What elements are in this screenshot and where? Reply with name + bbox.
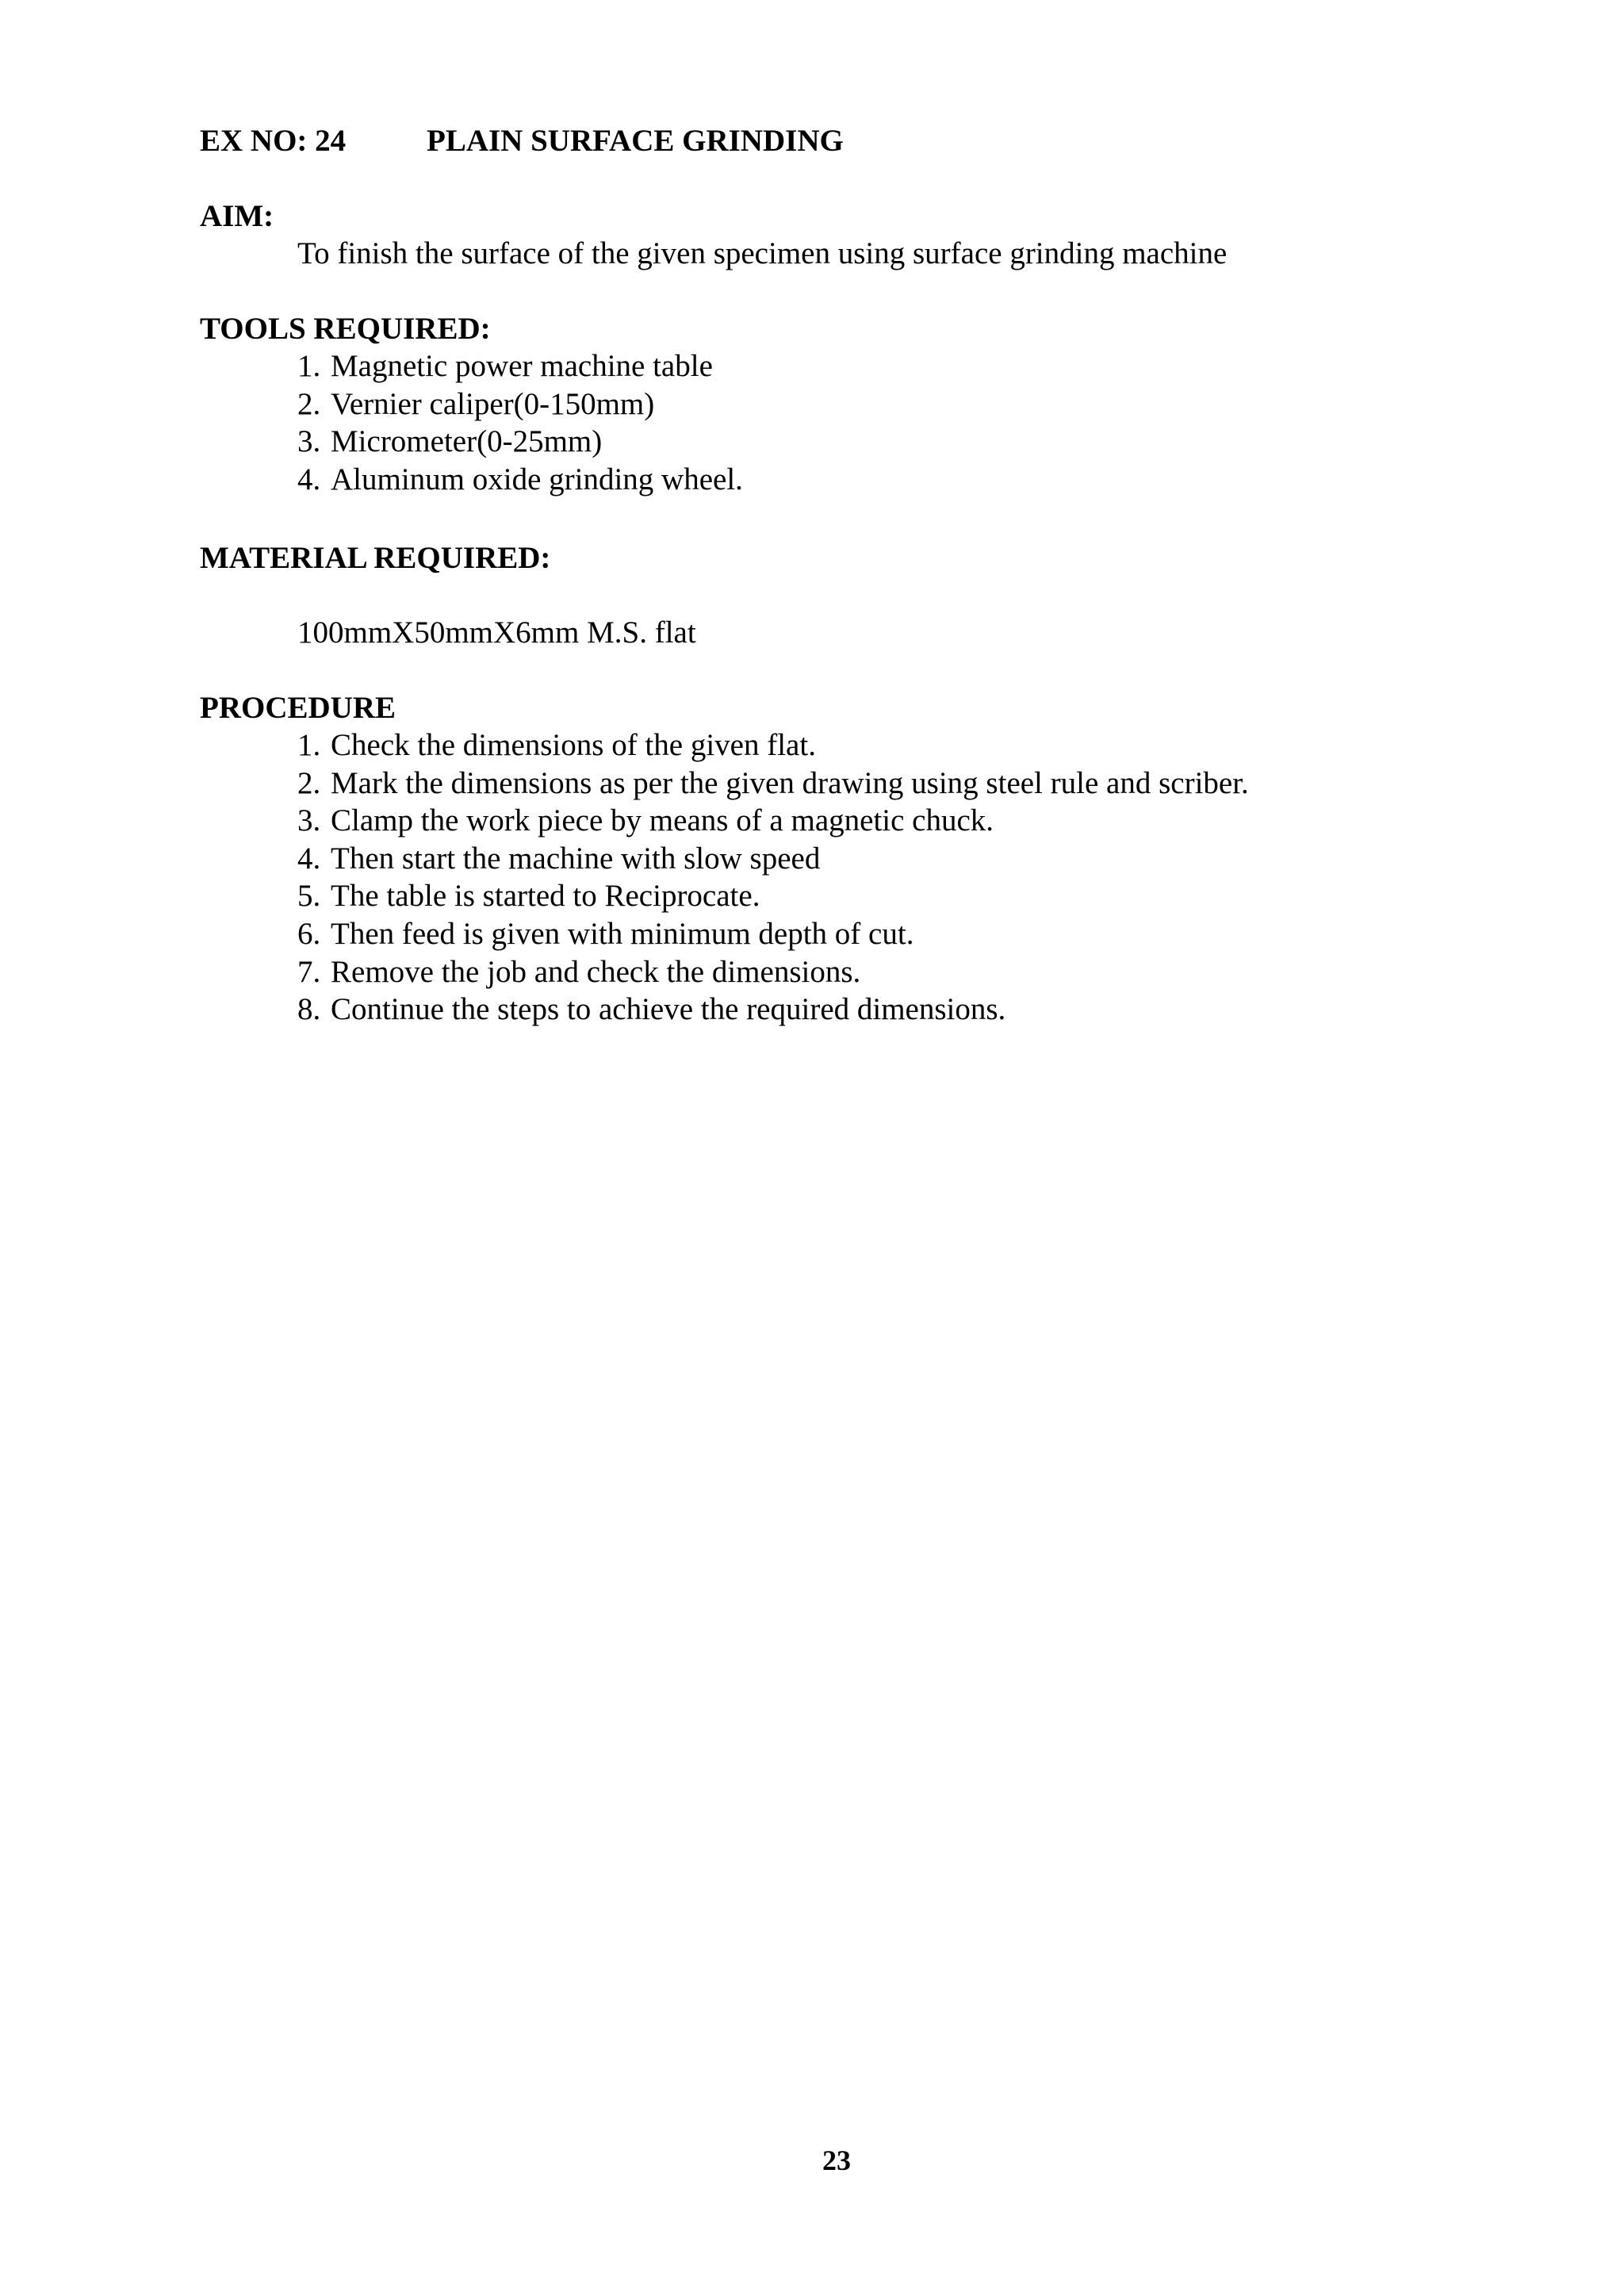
exercise-header xyxy=(200,122,844,160)
list-item-text: The table is started to Reciprocate. xyxy=(331,879,760,914)
aim-heading: AIM: xyxy=(200,199,274,233)
list-item-number: 8. xyxy=(297,992,321,1027)
tools-list xyxy=(297,347,743,498)
exercise-title: PLAIN SURFACE GRINDING xyxy=(427,124,844,158)
list-item-text: Check the dimensions of the given flat. xyxy=(331,728,816,762)
list-item-text: Remove the job and check the dimensions. xyxy=(331,954,861,989)
list-item xyxy=(297,423,743,461)
list-item-text: Magnetic power machine table xyxy=(331,349,713,383)
procedure-heading: PROCEDURE xyxy=(200,691,396,725)
procedure-list xyxy=(297,726,1249,1029)
exercise-number: EX NO: 24 xyxy=(200,124,347,158)
list-item xyxy=(297,953,1249,991)
list-item xyxy=(297,726,1249,765)
material-heading: MATERIAL REQUIRED: xyxy=(200,541,551,575)
list-item-text: Continue the steps to achieve the required dimensions. xyxy=(331,992,1006,1027)
list-item xyxy=(297,991,1249,1029)
list-item xyxy=(297,385,743,424)
list-item-number: 7. xyxy=(297,954,321,989)
list-item-text: Vernier caliper(0-150mm) xyxy=(331,386,655,421)
list-item xyxy=(297,347,743,385)
list-item xyxy=(297,802,1249,840)
list-item xyxy=(297,915,1249,953)
list-item-text: Micrometer(0-25mm) xyxy=(331,424,603,459)
list-item-number: 4. xyxy=(297,841,321,876)
list-item-number: 6. xyxy=(297,916,321,951)
list-item xyxy=(297,765,1249,803)
list-item-text: Aluminum oxide grinding wheel. xyxy=(331,462,743,496)
list-item-number: 2. xyxy=(297,765,321,800)
list-item-text: Clamp the work piece by means of a magnetic chuck. xyxy=(331,803,994,838)
list-item-text: Then feed is given with minimum depth of cut. xyxy=(331,916,914,951)
list-item-text: Mark the dimensions as per the given drawing using steel rule and scriber. xyxy=(331,765,1249,800)
list-item xyxy=(297,840,1249,878)
list-item xyxy=(297,877,1249,915)
page-number: 23 xyxy=(822,2145,851,2176)
material-text: 100mmX50mmX6mm M.S. flat xyxy=(297,615,696,650)
list-item-number: 3. xyxy=(297,803,321,838)
list-item-number: 3. xyxy=(297,424,321,459)
tools-heading: TOOLS REQUIRED: xyxy=(200,312,491,346)
list-item-number: 4. xyxy=(297,462,321,496)
list-item-number: 2. xyxy=(297,386,321,421)
list-item-number: 5. xyxy=(297,879,321,914)
list-item-text: Then start the machine with slow speed xyxy=(331,841,821,876)
list-item xyxy=(297,461,743,499)
list-item-number: 1. xyxy=(297,349,321,383)
aim-text: To finish the surface of the given specimen using surface grinding machine xyxy=(297,236,1228,270)
list-item-number: 1. xyxy=(297,728,321,762)
